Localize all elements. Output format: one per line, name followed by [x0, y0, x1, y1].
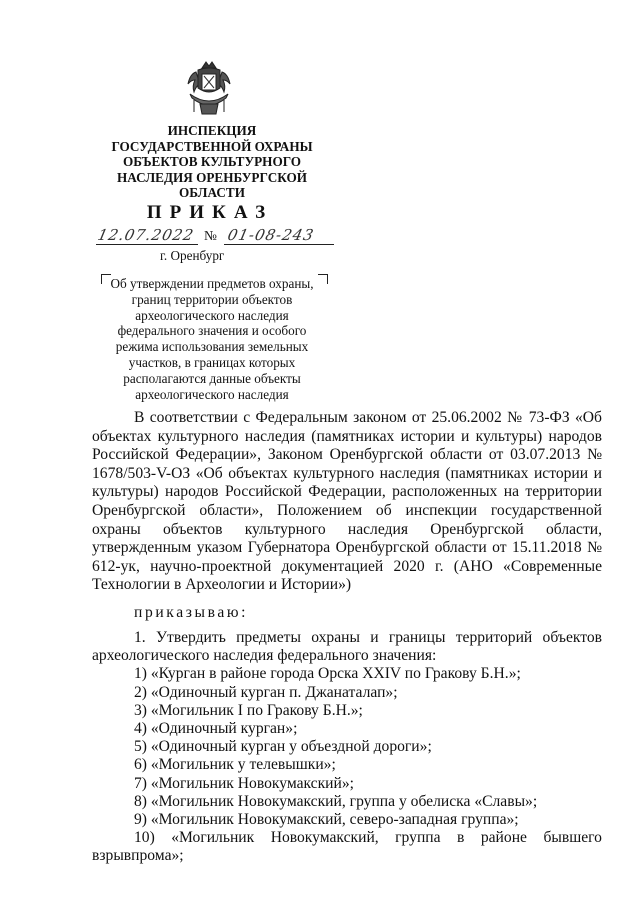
item-10-word: Новокумакский,: [270, 829, 379, 847]
organization-name: [92, 123, 332, 201]
subject-line: границ территории объектов: [131, 291, 293, 307]
org-line: ИНСПЕКЦИЯ: [167, 123, 257, 138]
item-10-word: группа: [395, 829, 441, 847]
subject-line: участков, в границах которых: [128, 354, 296, 370]
org-line: ОБЛАСТИ: [179, 185, 245, 201]
list-item: 8) «Могильник Новокумакский, группа у обелиска «Славы»;: [134, 792, 538, 810]
list-item: 9) «Могильник Новокумакский, северо-западная группа»;: [134, 811, 519, 829]
date-number-line: [96, 226, 346, 248]
preamble-paragraph: В соответствии с Федеральным законом от 25.06.2002 № 73-ФЗ «Об объектах культурного наследия (памятниках истории и культуры) народов Российской Федерации», Законом Оренбургской области от 03.07.2013 № 1678/503-V-ОЗ «Об объектах культурного наследия (памятниках истории и культуры) народов Российской Федерации, расположенных на территории Оренбургской области», Положением об инспекции государственной охраны объектов культурного наследия Оренбургской области, утвержденным указом Губернатора Оренбургской области от 15.11.2018 № 612-ук, научно-проектной документацией 2020 г. (АНО «Современные Технологии в Археологии и Истории»): [92, 409, 602, 594]
org-line: НАСЛЕДИЯ ОРЕНБУРГСКОЙ: [117, 169, 307, 185]
item-10-word: в: [457, 829, 465, 847]
list-item: 7) «Могильник Новокумакский»;: [134, 774, 355, 792]
handwritten-number: 01-08-243: [226, 226, 316, 244]
subject-line: археологического наследия: [135, 386, 289, 402]
list-item-10-continuation: взрывпрома»;: [92, 847, 184, 865]
list-item: 3) «Могильник I по Гракову Б.Н.»;: [134, 701, 363, 719]
list-item: 4) «Одиночный курган»;: [134, 720, 298, 738]
body-preamble-block: [92, 409, 602, 595]
list-item: 1) «Курган в районе города Орска XXIV по Гракову Б.Н.»;: [134, 665, 521, 683]
item-10-word: «Могильник: [171, 829, 255, 847]
point-1-paragraph: 1. Утвердить предметы охраны и границы территорий объектов археологического наследия федерального значения:: [92, 629, 602, 665]
subject-line: федерального значения и особого: [117, 323, 307, 339]
item-10-word: районе: [480, 829, 527, 847]
number-underline: [224, 244, 334, 245]
order-word: приказываю:: [134, 604, 249, 621]
handwritten-date: 12.07.2022: [96, 226, 196, 244]
item-10-word: 10): [134, 829, 155, 847]
document-subject: [104, 276, 320, 402]
list-item: 2) «Одиночный курган п. Джанаталап»;: [134, 683, 398, 701]
list-item: 5) «Одиночный курган у объездной дороги»;: [134, 738, 432, 756]
org-line: ОБЪЕКТОВ КУЛЬТУРНОГО: [122, 154, 302, 170]
document-type-title: ПРИКАЗ: [146, 202, 274, 223]
subject-line: Об утверждении предметов охраны,: [110, 276, 314, 291]
subject-line: располагаются данные объекты: [123, 370, 301, 386]
number-sign: №: [204, 228, 217, 243]
list-item-10: [92, 829, 602, 847]
item-10-word: бывшего: [543, 829, 602, 847]
coat-of-arms-emblem: [182, 58, 236, 116]
order-points: [92, 629, 602, 866]
date-underline: [96, 244, 198, 245]
subject-line: археологического наследия: [135, 307, 289, 323]
list-item: 6) «Могильник у телевышки»;: [134, 756, 336, 774]
city-label: г. Оренбург: [160, 248, 225, 263]
org-line: ГОСУДАРСТВЕННОЙ ОХРАНЫ: [111, 138, 313, 154]
subject-line: режима использования земельных: [115, 339, 309, 355]
